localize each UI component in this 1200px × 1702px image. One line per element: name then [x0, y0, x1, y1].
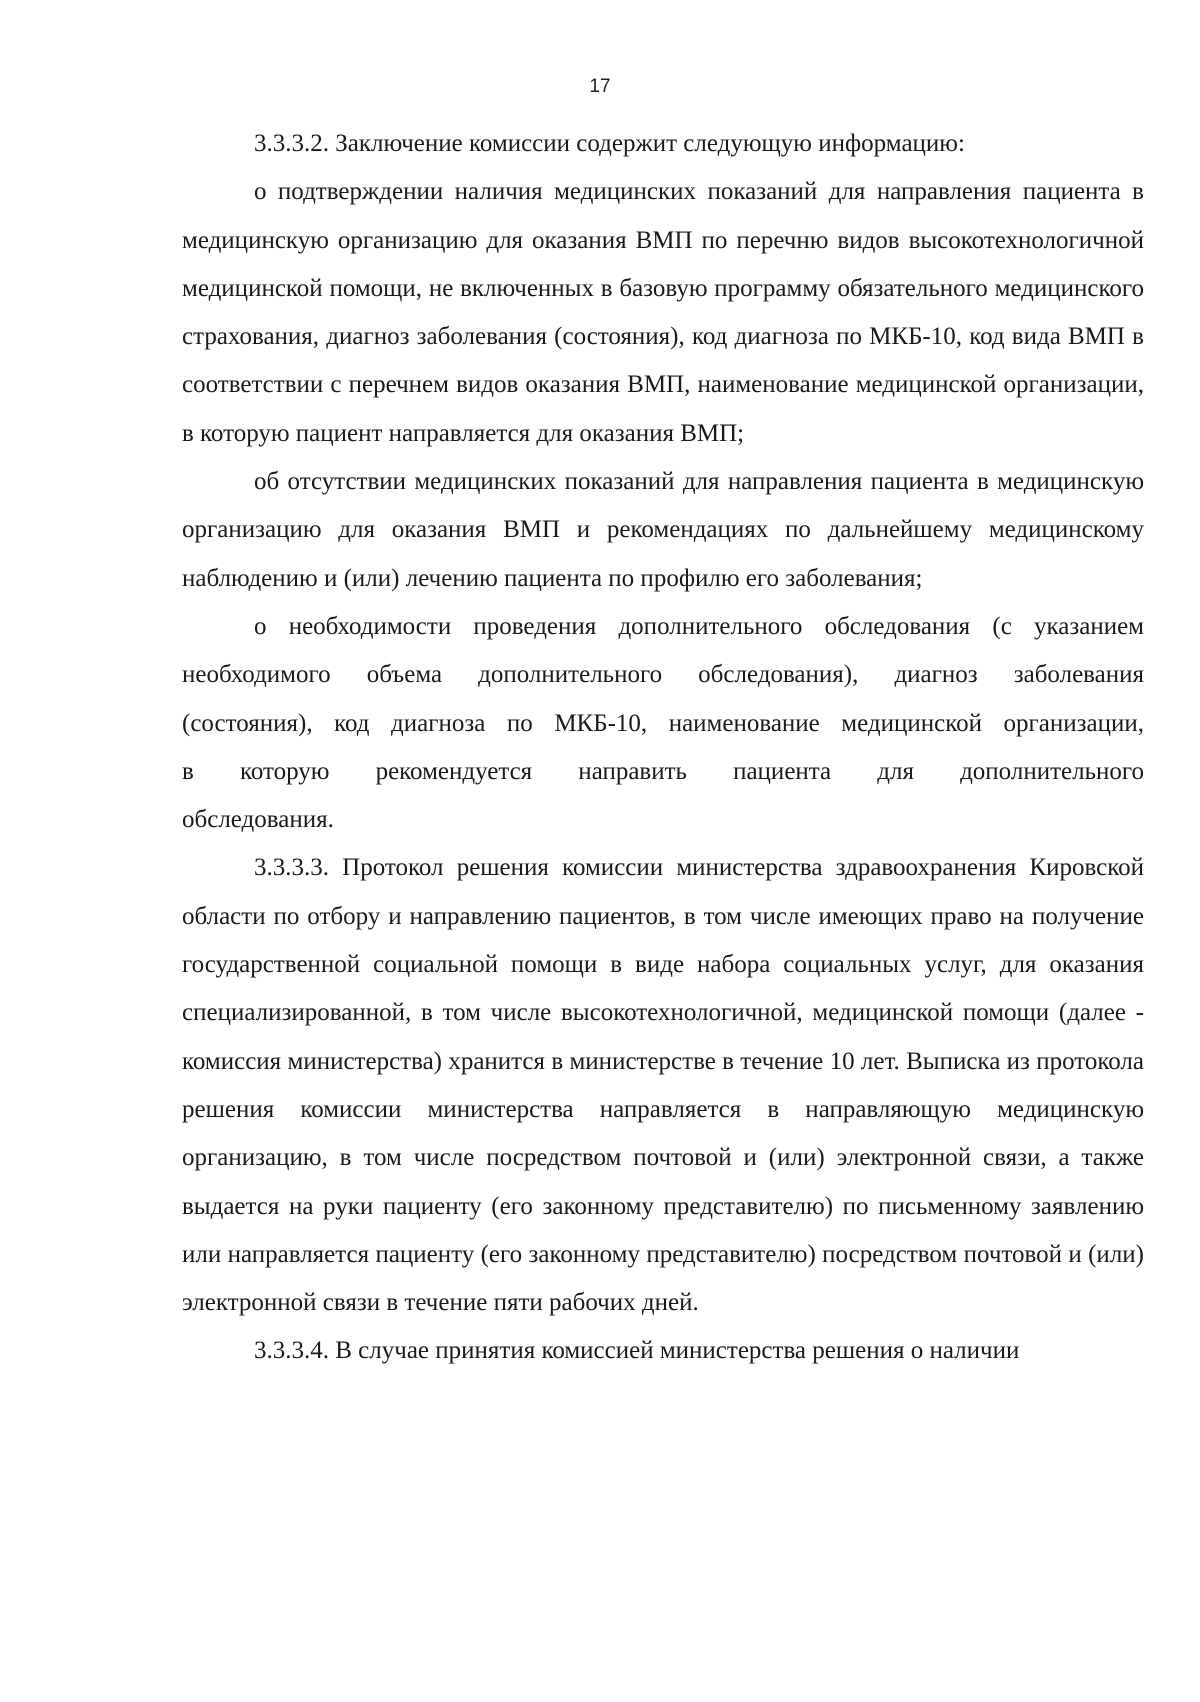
paragraph-no-indications: об отсутствии медицинских показаний для направления пациента в медицинскую организацию для оказания ВМП и рекомендациях по дальнейшему медицинскому наблюдению и (или) лечению пациента по профилю его заболевания; — [182, 468, 1144, 592]
paragraph-3-3-3-2-heading: 3.3.3.2. Заключение комиссии содержит следующую информацию: — [254, 130, 965, 157]
page-number: 17 — [589, 76, 611, 97]
paragraph-additional-examination: о необходимости проведения дополнительного обследования (с указанием необходимого объема дополнительного обследования), диагноз заболевания (состояния), код диагноза по МКБ-10, наименование медицинской организации, в которую рекомендуется направить пациента для дополнительного обследования. — [182, 612, 1144, 834]
paragraph-indications-confirmed: о подтверждении наличия медицинских показаний для направления пациента в медицинскую организацию для оказания ВМП по перечню видов высокотехнологичной медицинской помощи, не включенных в базовую программу обязательного медицинского страхования, диагноз заболевания (состояния), код диагноза по МКБ-10, код вида ВМП в соответствии с перечнем видов оказания ВМП, наименование медицинской организации, в которую пациент направляется для оказания ВМП; — [182, 178, 1144, 447]
paragraph-3-3-3-4-decision: 3.3.3.4. В случае принятия комиссией министерства решения о наличии — [254, 1337, 1020, 1365]
document-body — [182, 120, 1144, 1376]
paragraph-3-3-3-3-protocol: 3.3.3.3. Протокол решения комиссии министерства здравоохранения Кировской области по отбору и направлению пациентов, в том числе имеющих право на получение государственной социальной помощи в виде набора социальных услуг, для оказания специализированной, в том числе высокотехнологичной, медицинской помощи (далее - комиссия министерства) хранится в министерстве в течение 10 лет. Выписка из протокола решения комиссии министерства направляется в направляющую медицинскую организацию, в том числе посредством почтовой и (или) электронной связи, а также выдается на руки пациенту (его законному представителю) по письменному заявлению или направляется пациенту (его законному представителю) посредством почтовой и (или) электронной связи в течение пяти рабочих дней. — [182, 854, 1144, 1317]
